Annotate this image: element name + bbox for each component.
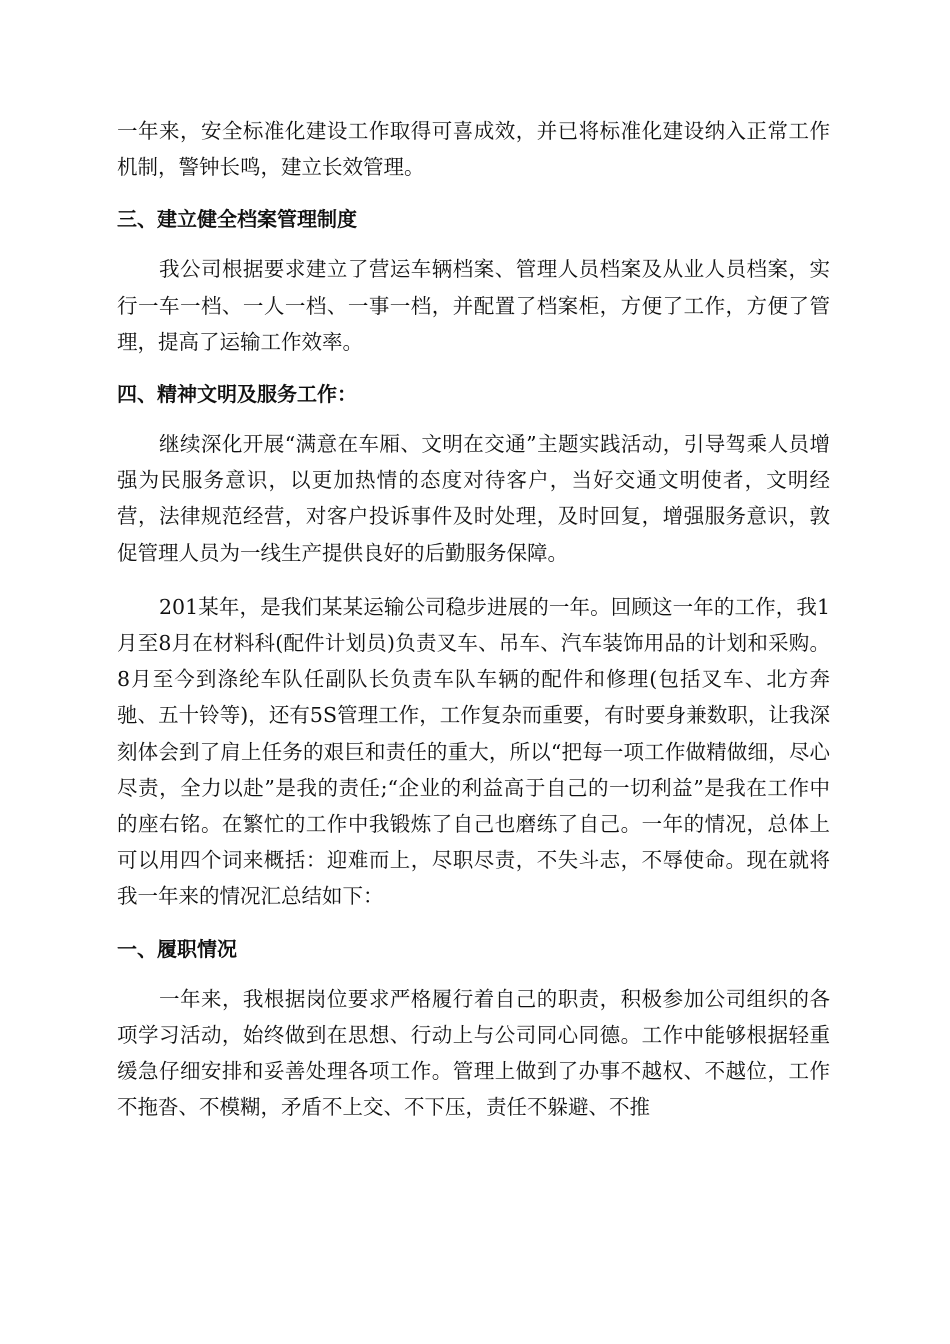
paragraph-annual-review: 201某年，是我们某某运输公司稳步进展的一年。回顾这一年的工作，我1月至8月在材料科(配件计划员)负责叉车、吊车、汽车装饰用品的计划和采购。8月至今到涤纶车队任副队长负责车队车辆的配件和修理(包括叉车、北方奔驰、五十铃等)，还有5S管理工作，工作复杂而重要，有时要身兼数职，让我深刻体会到了肩上任务的艰巨和责任的重大，所以“把每一项工作做精做细，尽心尽责，全力以赴”是我的责任;“企业的利益高于自己的一切利益”是我在工作中的座右铭。在繁忙的工作中我锻炼了自己也磨练了自己。一年的情况，总体上可以用四个词来概括：迎难而上，尽职尽责，不失斗志，不辱使命。现在就将我一年来的情况汇总结如下： <box>117 594 830 909</box>
heading-duty-performance: 一、履职情况 <box>117 936 237 961</box>
heading-archive-management: 三、建立健全档案管理制度 <box>117 207 357 232</box>
paragraph-archive-management: 我公司根据要求建立了营运车辆档案、管理人员档案及从业人员档案，实行一车一档、一人一档、一事一档，并配置了档案柜，方便了工作，方便了管理，提高了运输工作效率。 <box>117 257 830 354</box>
paragraph-duty-performance: 一年来，我根据岗位要求严格履行着自己的职责，积极参加公司组织的各项学习活动，始终做到在思想、行动上与公司同心同德。工作中能够根据轻重缓急仔细安排和妥善处理各项工作。管理上做到了办事不越权、不越位，工作不拖沓、不模糊，矛盾不上交、不下压，责任不躲避、不推 <box>117 986 830 1120</box>
paragraph-safety-standardization: 一年来，安全标准化建设工作取得可喜成效，并已将标准化建设纳入正常工作机制，警钟长鸣，建立长效管理。 <box>117 119 830 180</box>
heading-civilization-service: 四、精神文明及服务工作： <box>117 382 357 407</box>
paragraph-civilization-service: 继续深化开展“满意在车厢、文明在交通”主题实践活动，引导驾乘人员增强为民服务意识，以更加热情的态度对待客户，当好交通文明使者，文明经营，法律规范经营，对客户投诉事件及时处理，及时回复，增强服务意识，敦促管理人员为一线生产提供良好的后勤服务保障。 <box>117 432 830 565</box>
